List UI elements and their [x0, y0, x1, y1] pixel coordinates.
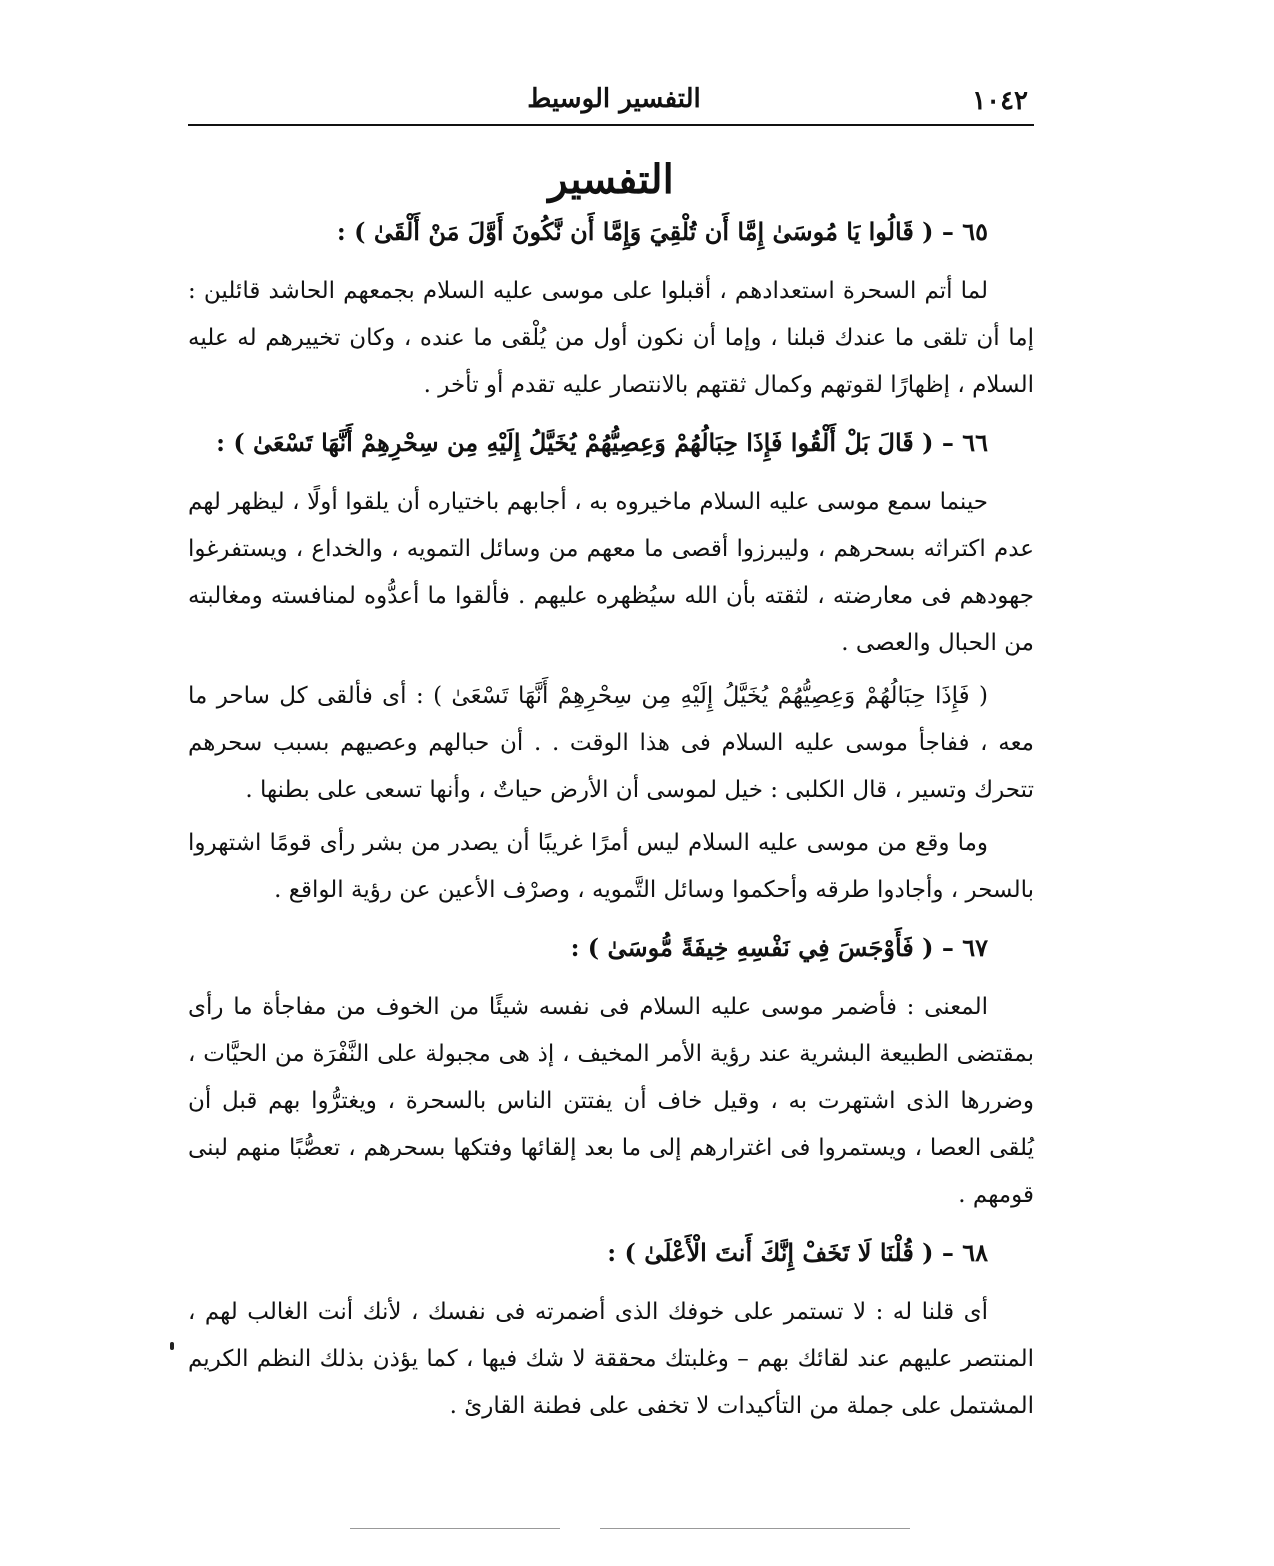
- commentary-paragraph: وما وقع من موسى عليه السلام ليس أمرًا غريبًا أن يصدر من بشر رأى قومًا اشتهروا بالسحر ، وأجادوا طرقه وأحكموا وسائل التَّمويه ، وصرْف الأعين عن رؤية الواقع .: [188, 830, 1034, 903]
- commentary-paragraph: أى قلنا له : لا تستمر على خوفك الذى أضمرته فى نفسك ، لأنك أنت الغالب لهم ، المنتصر عليهم عند لقائك بهم – وغلبتك محققة لا شك فيها ، كما يؤذن بذلك النظم الكريم المشتمل على جملة من التأكيدات لا تخفى على فطنة القارئ .: [188, 1299, 1034, 1419]
- verse-68: [188, 1225, 1034, 1281]
- verse-number: ٦٧ –: [941, 933, 988, 962]
- book-page: [188, 70, 1034, 1436]
- verse-text: ( فَأَوْجَسَ فِي نَفْسِهِ خِيفَةً مُّوسَىٰ ) :: [570, 933, 934, 962]
- verse-text: ( قَالُوا يَا مُوسَىٰ إِمَّا أَن تُلْقِيَ وَإِمَّا أَن نَّكُونَ أَوَّلَ مَنْ أَلْقَىٰ ) :: [336, 217, 934, 246]
- page-header: [188, 70, 1034, 116]
- verse-number: ٦٥ –: [941, 217, 988, 246]
- verse-66: [188, 415, 1034, 471]
- header-rule: [188, 124, 1034, 126]
- verse-text: ( قُلْنَا لَا تَخَفْ إِنَّكَ أَنتَ الْأَعْلَىٰ ) :: [607, 1238, 934, 1267]
- scan-speck: [170, 1342, 174, 1350]
- scan-artifact-line: [350, 1528, 560, 1529]
- verse-text: ( قَالَ بَلْ أَلْقُوا فَإِذَا حِبَالُهُمْ وَعِصِيُّهُمْ يُخَيَّلُ إِلَيْهِ مِن سِحْرِهِمْ أَنَّهَا تَسْعَىٰ ) :: [216, 428, 934, 457]
- scan-artifact-line: [600, 1528, 910, 1529]
- commentary-paragraph: لما أتم السحرة استعدادهم ، أقبلوا على موسى عليه السلام بجمعهم الحاشد قائلين : إما أن تلقى ما عندك قبلنا ، وإما أن نكون أول من يُلْقى ما عنده ، وكان تخييرهم له عليه السلام ، إظهارًا لقوتهم وكمال ثقتهم بالانتصار عليه تقدم أو تأخر .: [188, 278, 1034, 398]
- running-title: التفسير الوسيط: [527, 84, 701, 114]
- verse-65: [188, 204, 1034, 260]
- verse-67: [188, 920, 1034, 976]
- verse-number: ٦٨ –: [941, 1238, 988, 1267]
- commentary-paragraph: ( فَإِذَا حِبَالُهُمْ وَعِصِيُّهُمْ يُخَيَّلُ إِلَيْهِ مِن سِحْرِهِمْ أَنَّهَا تَسْعَىٰ ) : أى فألقى كل ساحر ما معه ، ففاجأ موسى عليه السلام فى هذا الوقت . . أن حبالهم وعصيهم بسبب سحرهم تتحرك وتسير ، قال الكلبى : خيل لموسى أن الأرض حياتٌ ، وأنها تسعى على بطنها .: [188, 683, 1034, 803]
- commentary-paragraph: حينما سمع موسى عليه السلام ماخيروه به ، أجابهم باختياره أن يلقوا أولًا ، ليظهر لهم عدم اكتراثه بسحرهم ، وليبرزوا أقصى ما معهم من وسائل التمويه ، والخداع ، ويستفرغوا جهودهم فى معارضته ، لثقته بأن الله سيُظهره عليهم . فألقوا ما أعدُّوه لمنافسته ومغالبته من الحبال والعصى .: [188, 489, 1034, 656]
- section-title: التفسير: [548, 156, 674, 203]
- page-number: ١٠٤٢: [972, 86, 1028, 116]
- commentary-paragraph: المعنى : فأضمر موسى عليه السلام فى نفسه شيئًا من الخوف من مفاجأة ما رأى بمقتضى الطبيعة البشرية عند رؤية الأمر المخيف ، إذ هى مجبولة على النَّفْرَة من الحيَّات ، وضررها الذى اشتهرت به ، وقيل خاف أن يفتتن الناس بالسحرة ، ويغترُّوا بهم قبل أن يُلقى العصا ، ويستمروا فى اغترارهم إلى ما بعد إلقائها وفتكها بسحرهم ، تعصُّبًا منهم لبنى قومهم .: [188, 994, 1034, 1208]
- verse-number: ٦٦ –: [941, 428, 988, 457]
